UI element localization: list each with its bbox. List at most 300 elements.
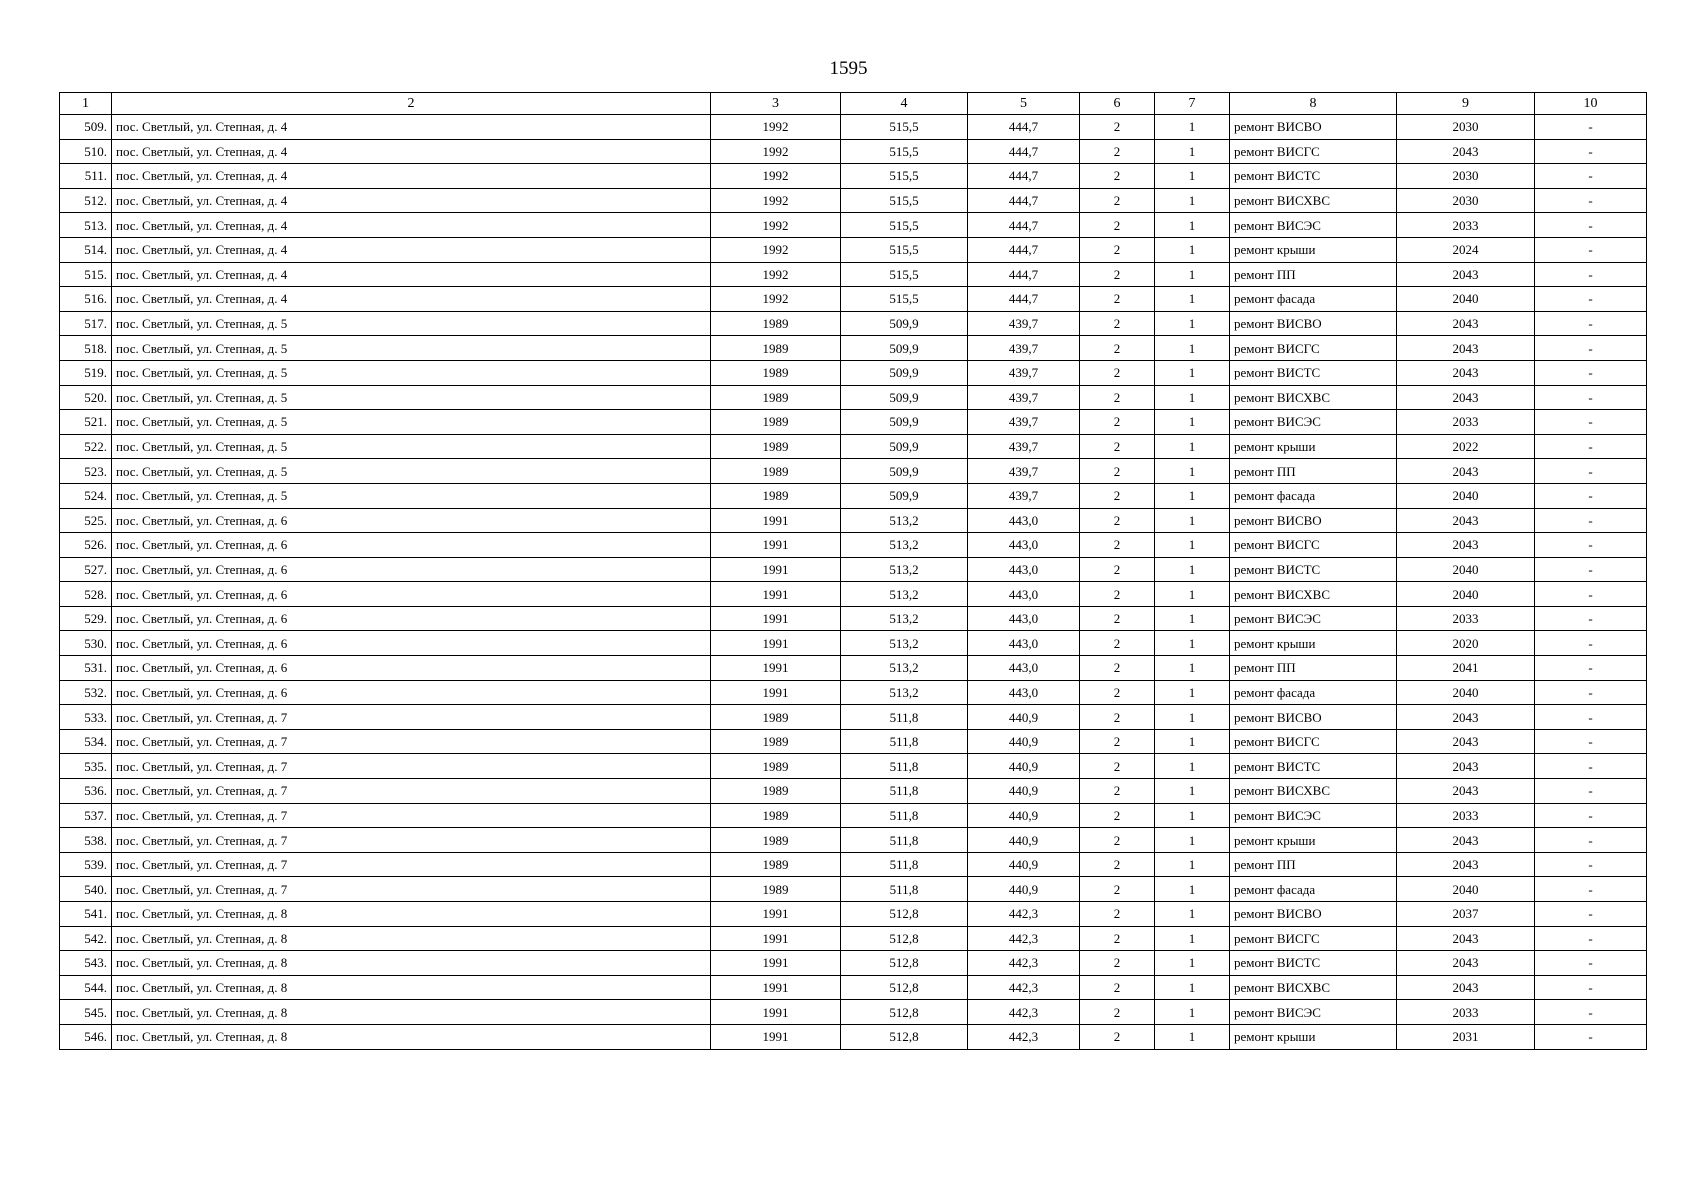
note-cell: - xyxy=(1535,311,1647,336)
floors-cell: 2 xyxy=(1080,385,1155,410)
floors-cell: 2 xyxy=(1080,705,1155,730)
address-cell: пос. Светлый, ул. Степная, д. 5 xyxy=(112,434,711,459)
due-year-cell: 2022 xyxy=(1397,434,1535,459)
work-type-cell: ремонт ВИСГС xyxy=(1230,533,1397,558)
note-cell: - xyxy=(1535,582,1647,607)
living-area-cell: 444,7 xyxy=(968,188,1080,213)
year-cell: 1992 xyxy=(711,237,841,262)
table-row xyxy=(60,533,1647,558)
floors-cell: 2 xyxy=(1080,459,1155,484)
work-type-cell: ремонт ВИСВО xyxy=(1230,508,1397,533)
floors-cell: 2 xyxy=(1080,975,1155,1000)
due-year-cell: 2031 xyxy=(1397,1024,1535,1049)
living-area-cell: 443,0 xyxy=(968,606,1080,631)
table-row xyxy=(60,434,1647,459)
table-row xyxy=(60,557,1647,582)
row-number: 518. xyxy=(60,336,112,361)
row-number: 544. xyxy=(60,975,112,1000)
floors-cell: 2 xyxy=(1080,656,1155,681)
total-area-cell: 515,5 xyxy=(841,188,968,213)
row-number: 528. xyxy=(60,582,112,607)
year-cell: 1989 xyxy=(711,754,841,779)
floors-cell: 2 xyxy=(1080,483,1155,508)
address-cell: пос. Светлый, ул. Степная, д. 6 xyxy=(112,533,711,558)
living-area-cell: 439,7 xyxy=(968,410,1080,435)
total-area-cell: 513,2 xyxy=(841,557,968,582)
entrances-cell: 1 xyxy=(1155,533,1230,558)
note-cell: - xyxy=(1535,656,1647,681)
address-cell: пос. Светлый, ул. Степная, д. 7 xyxy=(112,779,711,804)
row-number: 537. xyxy=(60,803,112,828)
entrances-cell: 1 xyxy=(1155,902,1230,927)
due-year-cell: 2043 xyxy=(1397,754,1535,779)
year-cell: 1989 xyxy=(711,336,841,361)
due-year-cell: 2040 xyxy=(1397,680,1535,705)
total-area-cell: 509,9 xyxy=(841,483,968,508)
address-cell: пос. Светлый, ул. Степная, д. 5 xyxy=(112,459,711,484)
living-area-cell: 442,3 xyxy=(968,951,1080,976)
work-type-cell: ремонт ВИСХВС xyxy=(1230,582,1397,607)
header-col-5: 5 xyxy=(968,93,1080,115)
header-col-6: 6 xyxy=(1080,93,1155,115)
work-type-cell: ремонт крыши xyxy=(1230,828,1397,853)
entrances-cell: 1 xyxy=(1155,164,1230,189)
address-cell: пос. Светлый, ул. Степная, д. 8 xyxy=(112,926,711,951)
due-year-cell: 2043 xyxy=(1397,311,1535,336)
total-area-cell: 511,8 xyxy=(841,852,968,877)
year-cell: 1991 xyxy=(711,926,841,951)
table-row xyxy=(60,1000,1647,1025)
due-year-cell: 2024 xyxy=(1397,237,1535,262)
table-row xyxy=(60,902,1647,927)
address-cell: пос. Светлый, ул. Степная, д. 8 xyxy=(112,902,711,927)
note-cell: - xyxy=(1535,434,1647,459)
total-area-cell: 515,5 xyxy=(841,139,968,164)
due-year-cell: 2033 xyxy=(1397,803,1535,828)
row-number: 542. xyxy=(60,926,112,951)
year-cell: 1992 xyxy=(711,287,841,312)
entrances-cell: 1 xyxy=(1155,828,1230,853)
row-number: 515. xyxy=(60,262,112,287)
note-cell: - xyxy=(1535,115,1647,140)
row-number: 525. xyxy=(60,508,112,533)
floors-cell: 2 xyxy=(1080,803,1155,828)
note-cell: - xyxy=(1535,385,1647,410)
floors-cell: 2 xyxy=(1080,1000,1155,1025)
row-number: 512. xyxy=(60,188,112,213)
address-cell: пос. Светлый, ул. Степная, д. 8 xyxy=(112,1000,711,1025)
work-type-cell: ремонт ВИСХВС xyxy=(1230,188,1397,213)
due-year-cell: 2043 xyxy=(1397,975,1535,1000)
address-cell: пос. Светлый, ул. Степная, д. 4 xyxy=(112,188,711,213)
total-area-cell: 511,8 xyxy=(841,705,968,730)
floors-cell: 2 xyxy=(1080,754,1155,779)
living-area-cell: 444,7 xyxy=(968,262,1080,287)
work-type-cell: ремонт фасада xyxy=(1230,877,1397,902)
address-cell: пос. Светлый, ул. Степная, д. 5 xyxy=(112,385,711,410)
work-type-cell: ремонт крыши xyxy=(1230,1024,1397,1049)
table-row xyxy=(60,508,1647,533)
work-type-cell: ремонт ВИСЭС xyxy=(1230,410,1397,435)
work-type-cell: ремонт ПП xyxy=(1230,262,1397,287)
entrances-cell: 1 xyxy=(1155,705,1230,730)
living-area-cell: 442,3 xyxy=(968,902,1080,927)
note-cell: - xyxy=(1535,1000,1647,1025)
work-type-cell: ремонт крыши xyxy=(1230,631,1397,656)
entrances-cell: 1 xyxy=(1155,139,1230,164)
living-area-cell: 440,9 xyxy=(968,877,1080,902)
address-cell: пос. Светлый, ул. Степная, д. 8 xyxy=(112,975,711,1000)
note-cell: - xyxy=(1535,557,1647,582)
address-cell: пос. Светлый, ул. Степная, д. 7 xyxy=(112,877,711,902)
row-number: 513. xyxy=(60,213,112,238)
note-cell: - xyxy=(1535,754,1647,779)
table-row xyxy=(60,606,1647,631)
total-area-cell: 512,8 xyxy=(841,951,968,976)
table-row xyxy=(60,705,1647,730)
table-row xyxy=(60,877,1647,902)
note-cell: - xyxy=(1535,483,1647,508)
floors-cell: 2 xyxy=(1080,926,1155,951)
floors-cell: 2 xyxy=(1080,951,1155,976)
address-cell: пос. Светлый, ул. Степная, д. 7 xyxy=(112,705,711,730)
table-row xyxy=(60,213,1647,238)
floors-cell: 2 xyxy=(1080,729,1155,754)
work-type-cell: ремонт ВИСЭС xyxy=(1230,1000,1397,1025)
floors-cell: 2 xyxy=(1080,360,1155,385)
total-area-cell: 515,5 xyxy=(841,262,968,287)
living-area-cell: 444,7 xyxy=(968,115,1080,140)
year-cell: 1989 xyxy=(711,803,841,828)
row-number: 526. xyxy=(60,533,112,558)
living-area-cell: 444,7 xyxy=(968,237,1080,262)
total-area-cell: 515,5 xyxy=(841,115,968,140)
note-cell: - xyxy=(1535,188,1647,213)
row-number: 530. xyxy=(60,631,112,656)
work-type-cell: ремонт ПП xyxy=(1230,852,1397,877)
work-type-cell: ремонт ВИСГС xyxy=(1230,926,1397,951)
row-number: 545. xyxy=(60,1000,112,1025)
header-col-3: 3 xyxy=(711,93,841,115)
address-cell: пос. Светлый, ул. Степная, д. 5 xyxy=(112,336,711,361)
row-number: 509. xyxy=(60,115,112,140)
address-cell: пос. Светлый, ул. Степная, д. 7 xyxy=(112,729,711,754)
total-area-cell: 511,8 xyxy=(841,828,968,853)
header-col-10: 10 xyxy=(1535,93,1647,115)
living-area-cell: 440,9 xyxy=(968,754,1080,779)
living-area-cell: 442,3 xyxy=(968,975,1080,1000)
table-row xyxy=(60,852,1647,877)
address-cell: пос. Светлый, ул. Степная, д. 6 xyxy=(112,656,711,681)
entrances-cell: 1 xyxy=(1155,803,1230,828)
due-year-cell: 2043 xyxy=(1397,533,1535,558)
living-area-cell: 439,7 xyxy=(968,385,1080,410)
due-year-cell: 2040 xyxy=(1397,582,1535,607)
note-cell: - xyxy=(1535,975,1647,1000)
entrances-cell: 1 xyxy=(1155,385,1230,410)
floors-cell: 2 xyxy=(1080,262,1155,287)
address-cell: пос. Светлый, ул. Степная, д. 6 xyxy=(112,631,711,656)
living-area-cell: 444,7 xyxy=(968,164,1080,189)
total-area-cell: 515,5 xyxy=(841,164,968,189)
living-area-cell: 440,9 xyxy=(968,803,1080,828)
year-cell: 1989 xyxy=(711,828,841,853)
table-row xyxy=(60,582,1647,607)
row-number: 531. xyxy=(60,656,112,681)
table-row xyxy=(60,754,1647,779)
address-cell: пос. Светлый, ул. Степная, д. 5 xyxy=(112,360,711,385)
address-cell: пос. Светлый, ул. Степная, д. 7 xyxy=(112,803,711,828)
row-number: 533. xyxy=(60,705,112,730)
due-year-cell: 2043 xyxy=(1397,508,1535,533)
due-year-cell: 2037 xyxy=(1397,902,1535,927)
entrances-cell: 1 xyxy=(1155,582,1230,607)
row-number: 519. xyxy=(60,360,112,385)
note-cell: - xyxy=(1535,926,1647,951)
row-number: 523. xyxy=(60,459,112,484)
entrances-cell: 1 xyxy=(1155,656,1230,681)
row-number: 521. xyxy=(60,410,112,435)
note-cell: - xyxy=(1535,139,1647,164)
floors-cell: 2 xyxy=(1080,508,1155,533)
total-area-cell: 513,2 xyxy=(841,656,968,681)
due-year-cell: 2043 xyxy=(1397,828,1535,853)
row-number: 546. xyxy=(60,1024,112,1049)
year-cell: 1989 xyxy=(711,779,841,804)
address-cell: пос. Светлый, ул. Степная, д. 4 xyxy=(112,115,711,140)
total-area-cell: 511,8 xyxy=(841,754,968,779)
header-col-9: 9 xyxy=(1397,93,1535,115)
note-cell: - xyxy=(1535,852,1647,877)
work-type-cell: ремонт ВИСТС xyxy=(1230,754,1397,779)
due-year-cell: 2043 xyxy=(1397,459,1535,484)
due-year-cell: 2043 xyxy=(1397,705,1535,730)
year-cell: 1989 xyxy=(711,360,841,385)
total-area-cell: 512,8 xyxy=(841,902,968,927)
row-number: 517. xyxy=(60,311,112,336)
total-area-cell: 511,8 xyxy=(841,729,968,754)
living-area-cell: 439,7 xyxy=(968,459,1080,484)
entrances-cell: 1 xyxy=(1155,237,1230,262)
repair-schedule-table xyxy=(59,92,1647,1050)
note-cell: - xyxy=(1535,803,1647,828)
due-year-cell: 2043 xyxy=(1397,262,1535,287)
due-year-cell: 2033 xyxy=(1397,410,1535,435)
table-row xyxy=(60,631,1647,656)
address-cell: пос. Светлый, ул. Степная, д. 4 xyxy=(112,262,711,287)
due-year-cell: 2043 xyxy=(1397,360,1535,385)
total-area-cell: 511,8 xyxy=(841,779,968,804)
address-cell: пос. Светлый, ул. Степная, д. 5 xyxy=(112,311,711,336)
living-area-cell: 440,9 xyxy=(968,779,1080,804)
address-cell: пос. Светлый, ул. Степная, д. 7 xyxy=(112,852,711,877)
year-cell: 1991 xyxy=(711,631,841,656)
entrances-cell: 1 xyxy=(1155,680,1230,705)
total-area-cell: 515,5 xyxy=(841,287,968,312)
due-year-cell: 2043 xyxy=(1397,852,1535,877)
year-cell: 1991 xyxy=(711,902,841,927)
entrances-cell: 1 xyxy=(1155,336,1230,361)
work-type-cell: ремонт ВИСЭС xyxy=(1230,803,1397,828)
living-area-cell: 443,0 xyxy=(968,533,1080,558)
floors-cell: 2 xyxy=(1080,606,1155,631)
year-cell: 1989 xyxy=(711,385,841,410)
row-number: 527. xyxy=(60,557,112,582)
year-cell: 1992 xyxy=(711,213,841,238)
due-year-cell: 2040 xyxy=(1397,483,1535,508)
row-number: 520. xyxy=(60,385,112,410)
table-row xyxy=(60,459,1647,484)
year-cell: 1991 xyxy=(711,680,841,705)
work-type-cell: ремонт ВИСХВС xyxy=(1230,385,1397,410)
living-area-cell: 442,3 xyxy=(968,1024,1080,1049)
address-cell: пос. Светлый, ул. Степная, д. 6 xyxy=(112,582,711,607)
table-row xyxy=(60,336,1647,361)
year-cell: 1989 xyxy=(711,459,841,484)
entrances-cell: 1 xyxy=(1155,729,1230,754)
floors-cell: 2 xyxy=(1080,434,1155,459)
year-cell: 1989 xyxy=(711,877,841,902)
table-row xyxy=(60,410,1647,435)
work-type-cell: ремонт фасада xyxy=(1230,680,1397,705)
work-type-cell: ремонт крыши xyxy=(1230,434,1397,459)
total-area-cell: 512,8 xyxy=(841,975,968,1000)
header-col-8: 8 xyxy=(1230,93,1397,115)
total-area-cell: 512,8 xyxy=(841,1000,968,1025)
total-area-cell: 509,9 xyxy=(841,360,968,385)
total-area-cell: 509,9 xyxy=(841,385,968,410)
living-area-cell: 444,7 xyxy=(968,139,1080,164)
floors-cell: 2 xyxy=(1080,680,1155,705)
floors-cell: 2 xyxy=(1080,852,1155,877)
row-number: 534. xyxy=(60,729,112,754)
total-area-cell: 509,9 xyxy=(841,336,968,361)
note-cell: - xyxy=(1535,213,1647,238)
row-number: 529. xyxy=(60,606,112,631)
due-year-cell: 2033 xyxy=(1397,606,1535,631)
work-type-cell: ремонт ВИСГС xyxy=(1230,336,1397,361)
row-number: 539. xyxy=(60,852,112,877)
living-area-cell: 440,9 xyxy=(968,705,1080,730)
entrances-cell: 1 xyxy=(1155,115,1230,140)
table-row xyxy=(60,975,1647,1000)
living-area-cell: 439,7 xyxy=(968,336,1080,361)
living-area-cell: 439,7 xyxy=(968,311,1080,336)
table-row xyxy=(60,1024,1647,1049)
table-row xyxy=(60,237,1647,262)
work-type-cell: ремонт ВИСВО xyxy=(1230,115,1397,140)
due-year-cell: 2043 xyxy=(1397,385,1535,410)
entrances-cell: 1 xyxy=(1155,508,1230,533)
floors-cell: 2 xyxy=(1080,410,1155,435)
work-type-cell: ремонт фасада xyxy=(1230,287,1397,312)
floors-cell: 2 xyxy=(1080,188,1155,213)
entrances-cell: 1 xyxy=(1155,483,1230,508)
work-type-cell: ремонт ПП xyxy=(1230,459,1397,484)
row-number: 511. xyxy=(60,164,112,189)
living-area-cell: 439,7 xyxy=(968,360,1080,385)
row-number: 510. xyxy=(60,139,112,164)
note-cell: - xyxy=(1535,828,1647,853)
note-cell: - xyxy=(1535,459,1647,484)
note-cell: - xyxy=(1535,360,1647,385)
floors-cell: 2 xyxy=(1080,582,1155,607)
table-row xyxy=(60,656,1647,681)
note-cell: - xyxy=(1535,287,1647,312)
year-cell: 1991 xyxy=(711,533,841,558)
due-year-cell: 2030 xyxy=(1397,188,1535,213)
row-number: 516. xyxy=(60,287,112,312)
total-area-cell: 509,9 xyxy=(841,311,968,336)
note-cell: - xyxy=(1535,902,1647,927)
year-cell: 1992 xyxy=(711,164,841,189)
year-cell: 1991 xyxy=(711,1024,841,1049)
work-type-cell: ремонт ВИСГС xyxy=(1230,729,1397,754)
row-number: 532. xyxy=(60,680,112,705)
entrances-cell: 1 xyxy=(1155,951,1230,976)
table-row xyxy=(60,483,1647,508)
address-cell: пос. Светлый, ул. Степная, д. 8 xyxy=(112,1024,711,1049)
note-cell: - xyxy=(1535,237,1647,262)
year-cell: 1991 xyxy=(711,606,841,631)
living-area-cell: 443,0 xyxy=(968,582,1080,607)
work-type-cell: ремонт ВИСХВС xyxy=(1230,779,1397,804)
table-row xyxy=(60,803,1647,828)
table-row xyxy=(60,828,1647,853)
work-type-cell: ремонт ВИСГС xyxy=(1230,139,1397,164)
entrances-cell: 1 xyxy=(1155,213,1230,238)
year-cell: 1989 xyxy=(711,705,841,730)
address-cell: пос. Светлый, ул. Степная, д. 5 xyxy=(112,410,711,435)
due-year-cell: 2040 xyxy=(1397,557,1535,582)
note-cell: - xyxy=(1535,1024,1647,1049)
address-cell: пос. Светлый, ул. Степная, д. 6 xyxy=(112,508,711,533)
entrances-cell: 1 xyxy=(1155,459,1230,484)
entrances-cell: 1 xyxy=(1155,188,1230,213)
work-type-cell: ремонт ВИСВО xyxy=(1230,705,1397,730)
living-area-cell: 440,9 xyxy=(968,729,1080,754)
table-row xyxy=(60,188,1647,213)
header-row xyxy=(60,93,1647,115)
living-area-cell: 443,0 xyxy=(968,557,1080,582)
work-type-cell: ремонт ВИСТС xyxy=(1230,557,1397,582)
row-number: 535. xyxy=(60,754,112,779)
table-row xyxy=(60,164,1647,189)
header-col-1: 1 xyxy=(60,93,112,115)
entrances-cell: 1 xyxy=(1155,557,1230,582)
work-type-cell: ремонт ВИСЭС xyxy=(1230,213,1397,238)
living-area-cell: 443,0 xyxy=(968,656,1080,681)
address-cell: пос. Светлый, ул. Степная, д. 4 xyxy=(112,237,711,262)
floors-cell: 2 xyxy=(1080,311,1155,336)
note-cell: - xyxy=(1535,606,1647,631)
entrances-cell: 1 xyxy=(1155,1000,1230,1025)
total-area-cell: 515,5 xyxy=(841,213,968,238)
note-cell: - xyxy=(1535,262,1647,287)
note-cell: - xyxy=(1535,164,1647,189)
entrances-cell: 1 xyxy=(1155,926,1230,951)
floors-cell: 2 xyxy=(1080,557,1155,582)
table-row xyxy=(60,287,1647,312)
floors-cell: 2 xyxy=(1080,287,1155,312)
page-number: 1595 xyxy=(829,58,868,79)
address-cell: пос. Светлый, ул. Степная, д. 7 xyxy=(112,754,711,779)
year-cell: 1989 xyxy=(711,852,841,877)
table-row xyxy=(60,729,1647,754)
row-number: 536. xyxy=(60,779,112,804)
address-cell: пос. Светлый, ул. Степная, д. 8 xyxy=(112,951,711,976)
year-cell: 1991 xyxy=(711,951,841,976)
